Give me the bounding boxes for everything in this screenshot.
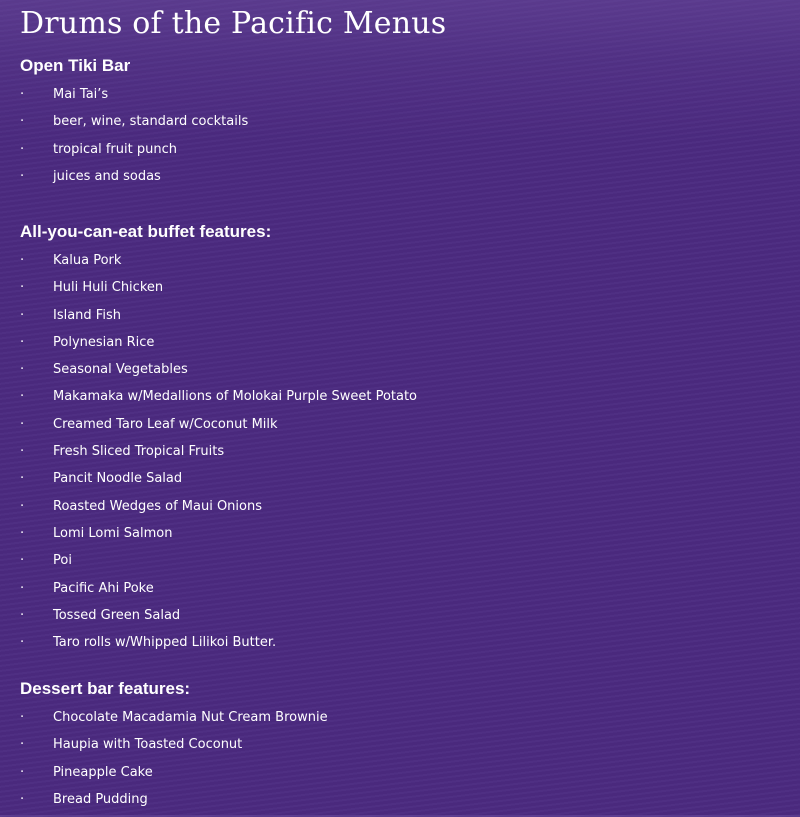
bullet-icon: · [20, 498, 25, 514]
section-heading-buffet: All-you-can-eat buffet features: [20, 222, 272, 241]
bullet-icon: · [20, 791, 25, 807]
menu-item-label: Haupia with Toasted Coconut [53, 737, 243, 753]
bullet-icon: · [20, 607, 25, 623]
menu-item-label: Makamaka w/Medallions of Molokai Purple Sweet Potato [53, 389, 418, 405]
menu-item-label: Seasonal Vegetables [53, 362, 188, 378]
menu-item-label: Tossed Green Salad [53, 607, 181, 623]
menu-item-label: Roasted Wedges of Maui Onions [53, 498, 262, 514]
menu-item-label: Poi [53, 553, 72, 569]
menu-item-label: Fresh Sliced Tropical Fruits [53, 444, 225, 460]
menu-item-label: Pacific Ahi Poke [53, 580, 154, 596]
menu-item-label: Taro rolls w/Whipped Lilikoi Butter. [53, 635, 277, 651]
menu-item-label: Bread Pudding [53, 791, 148, 807]
bullet-icon: · [20, 307, 25, 323]
menu-item-label: beer, wine, standard cocktails [53, 114, 249, 130]
menu-item-label: Creamed Taro Leaf w/Coconut Milk [53, 416, 278, 432]
menu-item-label: Huli Huli Chicken [53, 280, 164, 296]
bullet-icon: · [20, 280, 25, 296]
bullet-icon: · [20, 114, 25, 130]
menu-item-label: Chocolate Macadamia Nut Cream Brownie [53, 710, 328, 725]
page-title: Drums of the Pacific Menus [20, 6, 447, 41]
menu-item-label: Island Fish [53, 307, 121, 323]
menu-item-label: tropical fruit punch [53, 141, 177, 157]
bullet-icon: · [20, 635, 25, 651]
section-heading-open-tiki-bar: Open Tiki Bar [20, 56, 131, 75]
bullet-icon: · [20, 253, 25, 268]
bullet-icon: · [20, 334, 25, 350]
section-heading-dessert-bar: Dessert bar features: [20, 679, 191, 698]
bullet-icon: · [20, 362, 25, 378]
bullet-icon: · [20, 141, 25, 157]
bullet-icon: · [20, 444, 25, 460]
bullet-icon: · [20, 580, 25, 596]
bullet-icon: · [20, 710, 25, 725]
bullet-icon: · [20, 764, 25, 780]
bullet-icon: · [20, 389, 25, 405]
bullet-icon: · [20, 168, 25, 184]
menu-item-label: Lomi Lomi Salmon [53, 525, 173, 541]
menu-item-label: Polynesian Rice [53, 334, 155, 350]
menu-item-label: Pineapple Cake [53, 764, 153, 780]
bullet-icon: · [20, 525, 25, 541]
menu-item-label: Kalua Pork [53, 253, 122, 268]
bullet-icon: · [20, 737, 25, 753]
menu-item-label: juices and sodas [53, 168, 161, 184]
menu-item-label: Pancit Noodle Salad [53, 471, 183, 487]
bullet-icon: · [20, 416, 25, 432]
bullet-icon: · [20, 87, 25, 102]
menu-item-label: Mai Tai’s [53, 87, 109, 102]
bullet-icon: · [20, 553, 25, 569]
bullet-icon: · [20, 471, 25, 487]
